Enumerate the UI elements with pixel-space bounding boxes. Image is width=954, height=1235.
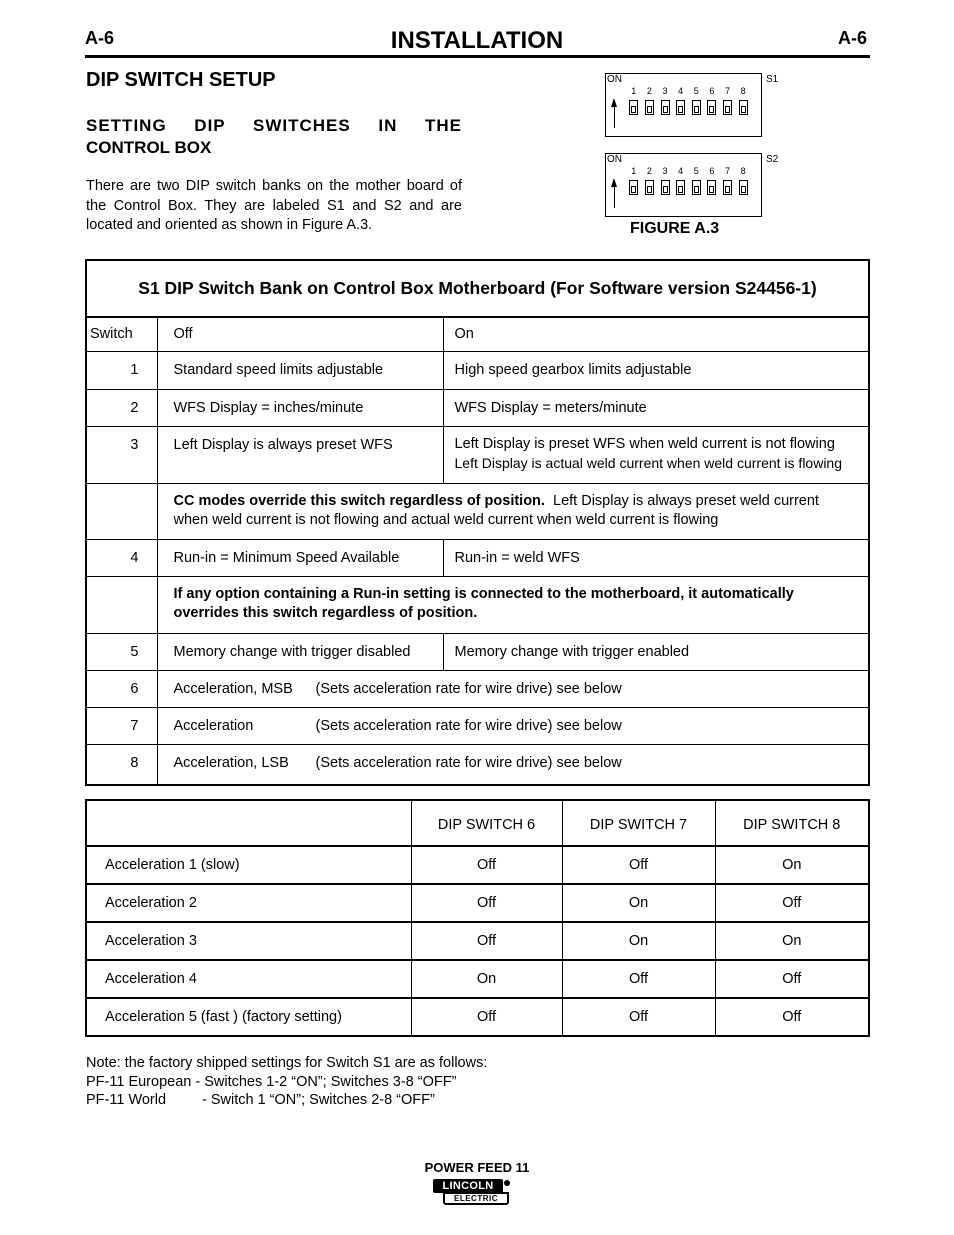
dip-switch-toggle <box>723 180 732 195</box>
table-row <box>86 744 869 785</box>
table-row <box>86 707 869 744</box>
section-title: DIP SWITCH SETUP <box>86 69 276 91</box>
empty-cell <box>86 576 157 633</box>
dip-switch-number: 6 <box>709 86 715 96</box>
switch-number: 2 <box>86 389 157 426</box>
dip-switch-8-value: Off <box>715 998 869 1036</box>
switch-number: 6 <box>86 670 157 707</box>
acceleration-label: Acceleration, MSB <box>173 680 293 697</box>
dip-switch-8-value: On <box>715 922 869 960</box>
header-dip-switch-7: DIP SWITCH 7 <box>562 800 715 846</box>
on-description-line1: Left Display is preset WFS when weld current is not flowing <box>454 435 835 452</box>
header-blank <box>86 800 411 846</box>
acceleration-level: Acceleration 3 <box>86 922 411 960</box>
dip-switch-number: 4 <box>678 86 684 96</box>
acceleration-description <box>157 707 869 744</box>
dip-switch-8-value: Off <box>715 884 869 922</box>
cc-mode-note-bold: CC modes override this switch regardless of position. <box>173 492 545 509</box>
on-direction-arrow-icon <box>614 104 615 128</box>
dip-switch-toggle <box>676 180 685 195</box>
dip-bank-s2 <box>605 153 779 217</box>
logo-top-text: LINCOLN <box>433 1179 503 1193</box>
dip-switch-7-value: Off <box>562 998 715 1036</box>
acceleration-level: Acceleration 5 (fast ) (factory setting) <box>86 998 411 1036</box>
subsection-title-line2: CONTROL BOX <box>86 138 212 157</box>
logo-bottom-text: ELECTRIC <box>443 1192 509 1205</box>
dip-switch-toggle <box>676 100 685 115</box>
dip-switch-toggle <box>645 180 654 195</box>
on-description: High speed gearbox limits adjustable <box>443 351 869 389</box>
table-row <box>86 426 869 483</box>
off-description: Left Display is always preset WFS <box>157 426 443 483</box>
acceleration-description <box>157 744 869 785</box>
dip-switch-6-value: Off <box>411 922 562 960</box>
dip-switch-toggle <box>645 100 654 115</box>
header-dip-switch-6: DIP SWITCH 6 <box>411 800 562 846</box>
on-description <box>443 426 869 483</box>
dip-switch-toggle <box>661 180 670 195</box>
dip-bank-s1 <box>605 73 779 137</box>
dip-switch-toggle <box>739 100 748 115</box>
switch-number: 1 <box>86 351 157 389</box>
switch-number: 7 <box>86 707 157 744</box>
dip-switch-toggle <box>707 100 716 115</box>
dip-switch-number: 2 <box>646 166 652 176</box>
dip-switch-number: 1 <box>631 166 637 176</box>
table-row <box>86 884 869 922</box>
table-row <box>86 389 869 426</box>
acceleration-table <box>85 799 870 1037</box>
switch-number: 3 <box>86 426 157 483</box>
on-description-line2: Left Display is actual weld current when weld current is flowing <box>454 454 843 471</box>
note-line: PF-11 European - Switches 1-2 “ON”; Switches 3-8 “OFF” <box>86 1073 457 1090</box>
dip-switch-number: 8 <box>740 86 746 96</box>
table-row <box>86 351 869 389</box>
note-line <box>86 1091 487 1110</box>
dip-switch-number: 7 <box>725 86 731 96</box>
dip-switch-7-value: Off <box>562 960 715 998</box>
table-row <box>86 633 869 670</box>
dip-switch-number: 5 <box>693 86 699 96</box>
table-row <box>86 960 869 998</box>
acceleration-detail: (Sets acceleration rate for wire drive) see below <box>315 754 622 771</box>
dip-switch-toggle <box>723 100 732 115</box>
dip-bank-label: S1 <box>766 74 779 85</box>
table-row <box>86 846 869 884</box>
header-rule <box>85 55 870 58</box>
note-line: Note: the factory shipped settings for Switch S1 are as follows: <box>86 1055 488 1071</box>
note-value: - Switch 1 “ON”; Switches 2-8 “OFF” <box>202 1092 435 1108</box>
dip-switch-number: 6 <box>709 166 715 176</box>
header-dip-switch-8: DIP SWITCH 8 <box>715 800 869 846</box>
dip-switch-toggle <box>739 180 748 195</box>
off-description: Memory change with trigger disabled <box>157 633 443 670</box>
footer-product-name: POWER FEED 11 <box>424 1160 530 1175</box>
on-description: Run-in = weld WFS <box>443 539 869 576</box>
dip-switch-number: 4 <box>678 166 684 176</box>
page-number-left: A-6 <box>85 28 115 48</box>
run-in-note: If any option containing a Run-in setting is connected to the motherboard, it automatically overrides this switch regardless of position. <box>157 576 869 633</box>
dip-bank-label: S2 <box>766 154 779 165</box>
dip-switch-toggle <box>661 100 670 115</box>
on-description: Memory change with trigger enabled <box>443 633 869 670</box>
off-description: Standard speed limits adjustable <box>157 351 443 389</box>
factory-settings-note <box>86 1054 487 1110</box>
on-description: WFS Display = meters/minute <box>443 389 869 426</box>
acceleration-level: Acceleration 1 (slow) <box>86 846 411 884</box>
dip-switch-numbers <box>626 166 751 176</box>
dip-switch-number: 5 <box>693 166 699 176</box>
header-off: Off <box>157 317 443 351</box>
dip-switch-number: 8 <box>740 166 746 176</box>
dip-switch-6-value: Off <box>411 884 562 922</box>
table-header-row <box>86 317 869 351</box>
dip-switch-toggle <box>707 180 716 195</box>
acceleration-detail: (Sets acceleration rate for wire drive) see below <box>315 717 622 734</box>
table-header-row <box>86 800 869 846</box>
dip-switch-7-value: On <box>562 884 715 922</box>
table-note-row <box>86 483 869 539</box>
acceleration-level: Acceleration 4 <box>86 960 411 998</box>
page-title: INSTALLATION <box>390 27 564 54</box>
registered-mark-icon <box>504 1180 510 1186</box>
empty-cell <box>86 483 157 539</box>
cc-mode-note-text: Left Display is always preset weld current when weld current is not flowing and actual weld current when weld current is flowing <box>173 492 819 528</box>
subsection-title-line1: SETTING DIP SWITCHES IN THE <box>86 116 462 135</box>
table-note-row <box>86 576 869 633</box>
cc-mode-note <box>157 483 869 539</box>
on-direction-arrow-icon <box>614 184 615 208</box>
header-on: On <box>443 317 869 351</box>
dip-switch-number: 3 <box>662 86 668 96</box>
acceleration-label: Acceleration <box>173 717 254 734</box>
acceleration-label: Acceleration, LSB <box>173 754 289 771</box>
dip-switch-toggle <box>692 100 701 115</box>
table-title: S1 DIP Switch Bank on Control Box Motherboard (For Software version S24456-1) <box>86 260 869 317</box>
dip-on-label: ON <box>607 154 622 165</box>
dip-switch-row <box>626 100 751 115</box>
s1-dip-switch-table <box>85 259 870 786</box>
note-label: PF-11 World <box>86 1092 167 1108</box>
table-row <box>86 670 869 707</box>
switch-number: 8 <box>86 744 157 785</box>
figure-caption: FIGURE A.3 <box>630 220 720 237</box>
dip-on-label: ON <box>607 74 622 85</box>
header-switch: Switch <box>86 317 157 351</box>
dip-switch-number: 2 <box>646 86 652 96</box>
lincoln-electric-logo <box>433 1179 511 1207</box>
dip-switch-8-value: On <box>715 846 869 884</box>
acceleration-detail: (Sets acceleration rate for wire drive) see below <box>315 680 622 697</box>
dip-switch-number: 3 <box>662 166 668 176</box>
dip-switch-7-value: On <box>562 922 715 960</box>
table-row <box>86 922 869 960</box>
switch-number: 5 <box>86 633 157 670</box>
dip-switch-toggle <box>629 100 638 115</box>
acceleration-description <box>157 670 869 707</box>
dip-switch-number: 1 <box>631 86 637 96</box>
dip-switch-7-value: Off <box>562 846 715 884</box>
switch-number: 4 <box>86 539 157 576</box>
dip-switch-6-value: Off <box>411 998 562 1036</box>
dip-switch-toggle <box>629 180 638 195</box>
dip-switch-6-value: Off <box>411 846 562 884</box>
off-description: Run-in = Minimum Speed Available <box>157 539 443 576</box>
dip-switch-numbers <box>626 86 751 96</box>
table-row <box>86 539 869 576</box>
dip-switch-toggle <box>692 180 701 195</box>
off-description: WFS Display = inches/minute <box>157 389 443 426</box>
table-row <box>86 998 869 1036</box>
dip-switch-8-value: Off <box>715 960 869 998</box>
dip-switch-row <box>626 180 751 195</box>
dip-switch-number: 7 <box>725 166 731 176</box>
dip-switch-6-value: On <box>411 960 562 998</box>
acceleration-level: Acceleration 2 <box>86 884 411 922</box>
intro-paragraph: There are two DIP switch banks on the mother board of the Control Box. They are labeled S1 and S2 and are located and oriented as shown in Figure A.3. <box>86 178 462 233</box>
page-number-right: A-6 <box>838 28 868 48</box>
